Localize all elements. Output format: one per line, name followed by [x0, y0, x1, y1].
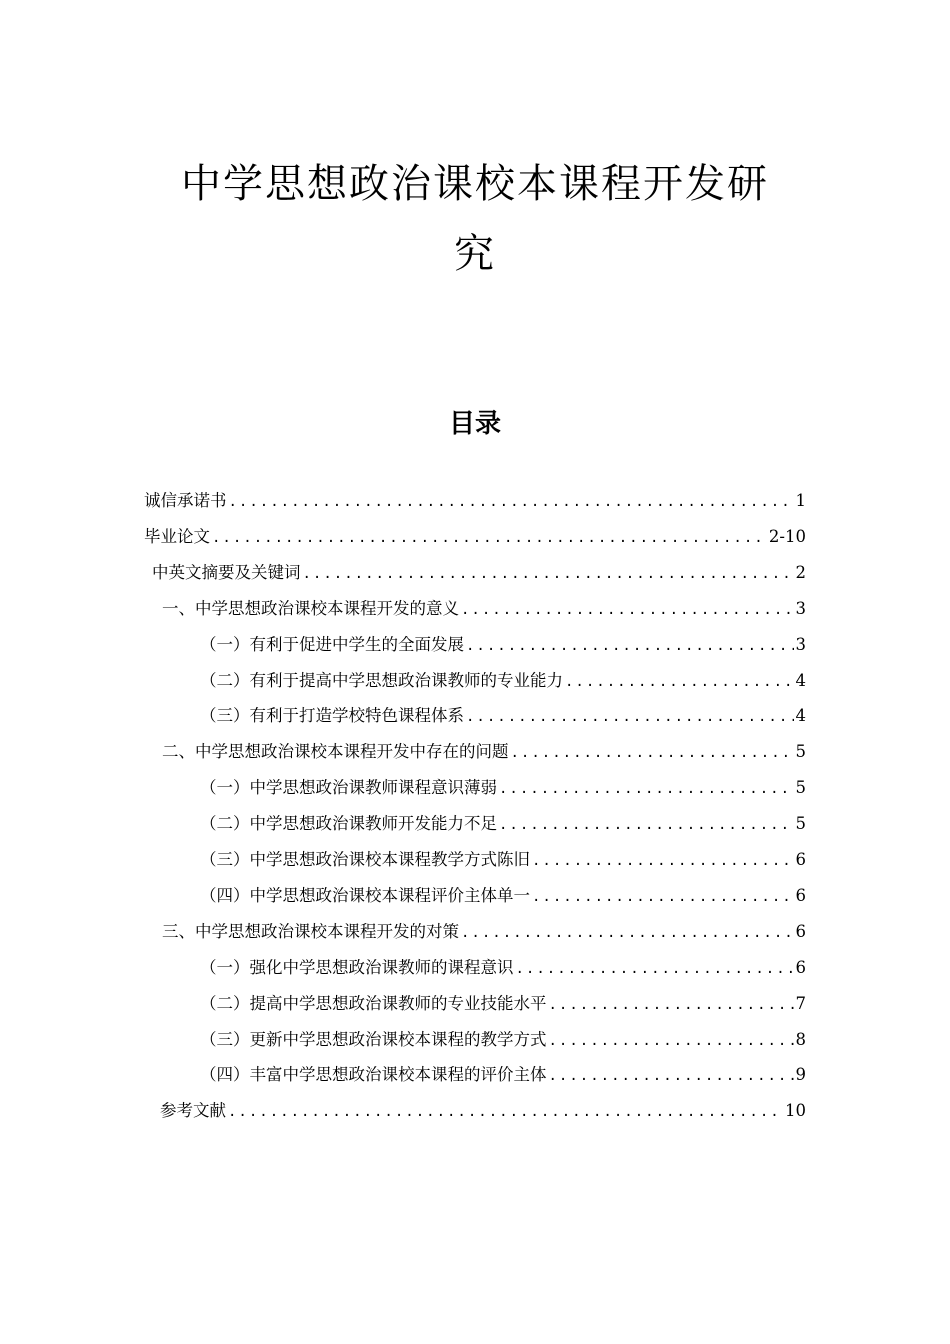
toc-dot-leader: [532, 846, 794, 875]
toc-entry-label: 诚信承诺书: [144, 491, 227, 510]
toc-entry-label: （二）有利于提高中学思想政治课教师的专业能力: [200, 670, 563, 690]
toc-entry[interactable]: [160, 1096, 806, 1126]
toc-entry[interactable]: [200, 989, 806, 1019]
toc-entry-page: 8: [795, 1029, 806, 1049]
toc-entry-label: （二）中学思想政治课教师开发能力不足: [200, 814, 497, 834]
toc-entry-label: 三、中学思想政治课校本课程开发的对策: [162, 921, 459, 941]
toc-entry[interactable]: [200, 953, 806, 983]
toc-dot-leader: [466, 702, 794, 731]
toc-entry-page: 9: [795, 1065, 806, 1085]
toc-entry-page: 5: [795, 814, 806, 834]
toc-dot-leader: [549, 1026, 794, 1055]
toc-entry[interactable]: [200, 845, 806, 875]
toc-entry-page: 2-10: [768, 526, 806, 546]
toc-entry[interactable]: [200, 1060, 806, 1090]
toc-dot-leader: [228, 1097, 783, 1126]
toc-dot-leader: [461, 918, 794, 947]
toc-entry-label: （二）提高中学思想政治课教师的专业技能水平: [200, 993, 547, 1013]
toc-entry-page: 5: [795, 742, 806, 762]
toc-entry-page: 6: [795, 850, 806, 869]
toc-dot-leader: [516, 954, 794, 983]
toc-dot-leader: [565, 667, 794, 696]
toc-entry-page: 6: [795, 921, 806, 941]
toc-entry-label: 参考文献: [160, 1101, 226, 1121]
toc-entry-label: 一、中学思想政治课校本课程开发的意义: [162, 598, 459, 618]
toc-entry-label: （一）强化中学思想政治课教师的课程意识: [200, 957, 514, 977]
toc-entry-page: 6: [795, 957, 806, 977]
toc-entry[interactable]: [200, 701, 806, 731]
toc-entry-page: 4: [795, 670, 806, 690]
toc-dot-leader: [549, 1061, 794, 1090]
toc-dot-leader: [212, 523, 767, 552]
document-title-line-2: 究: [454, 231, 496, 277]
toc-dot-leader: [499, 810, 794, 839]
toc-entry[interactable]: [200, 773, 806, 803]
toc-entry-label: （三）有利于打造学校特色课程体系: [200, 706, 464, 726]
toc-entry-label: （四）中学思想政治课校本课程评价主体单一: [200, 885, 530, 905]
toc-dot-leader: [303, 559, 794, 588]
toc-entry-page: 6: [795, 885, 806, 905]
toc-entry[interactable]: [162, 737, 806, 767]
toc-entry-page: 7: [795, 993, 806, 1013]
toc-entry-label: （一）中学思想政治课教师课程意识薄弱: [200, 778, 497, 798]
toc-entry-label: （四）丰富中学思想政治课校本课程的评价主体: [200, 1065, 547, 1085]
toc-dot-leader: [229, 487, 794, 516]
toc-entry-page: 10: [785, 1101, 806, 1121]
toc-dot-leader: [511, 738, 794, 767]
toc-entry[interactable]: [200, 881, 806, 911]
toc-entry-label: 毕业论文: [144, 526, 210, 546]
toc-entry[interactable]: [200, 630, 806, 660]
toc-heading: 目录: [448, 409, 501, 439]
toc-entry[interactable]: [144, 486, 806, 516]
toc-entry-label: 二、中学思想政治课校本课程开发中存在的问题: [162, 742, 509, 762]
toc-entry-page: 3: [795, 634, 806, 654]
toc-entry[interactable]: [144, 522, 806, 552]
toc-entry-page: 2: [795, 562, 806, 582]
toc-entry[interactable]: [162, 917, 806, 947]
toc-entry[interactable]: [200, 1025, 806, 1055]
toc-entry[interactable]: [200, 809, 806, 839]
toc-entry[interactable]: [152, 558, 806, 588]
toc-entry-label: 中英文摘要及关键词: [152, 562, 301, 582]
toc-dot-leader: [466, 631, 794, 660]
toc-entry-page: 5: [795, 778, 806, 798]
toc-entry[interactable]: [200, 666, 806, 696]
toc-entry-page: 3: [795, 598, 806, 618]
toc-entry-page: 1: [795, 491, 806, 510]
toc-entry[interactable]: [162, 594, 806, 624]
toc-dot-leader: [461, 595, 794, 624]
toc-entry-page: 4: [795, 706, 806, 726]
toc-entry-label: （三）更新中学思想政治课校本课程的教学方式: [200, 1029, 547, 1049]
toc-dot-leader: [549, 990, 794, 1019]
toc-entry-label: （一）有利于促进中学生的全面发展: [200, 634, 464, 654]
toc-dot-leader: [499, 774, 794, 803]
document-title-line-1: 中学思想政治课校本课程开发研: [181, 161, 769, 207]
toc-entry-label: （三）中学思想政治课校本课程教学方式陈旧: [200, 850, 530, 869]
toc-dot-leader: [532, 882, 794, 911]
